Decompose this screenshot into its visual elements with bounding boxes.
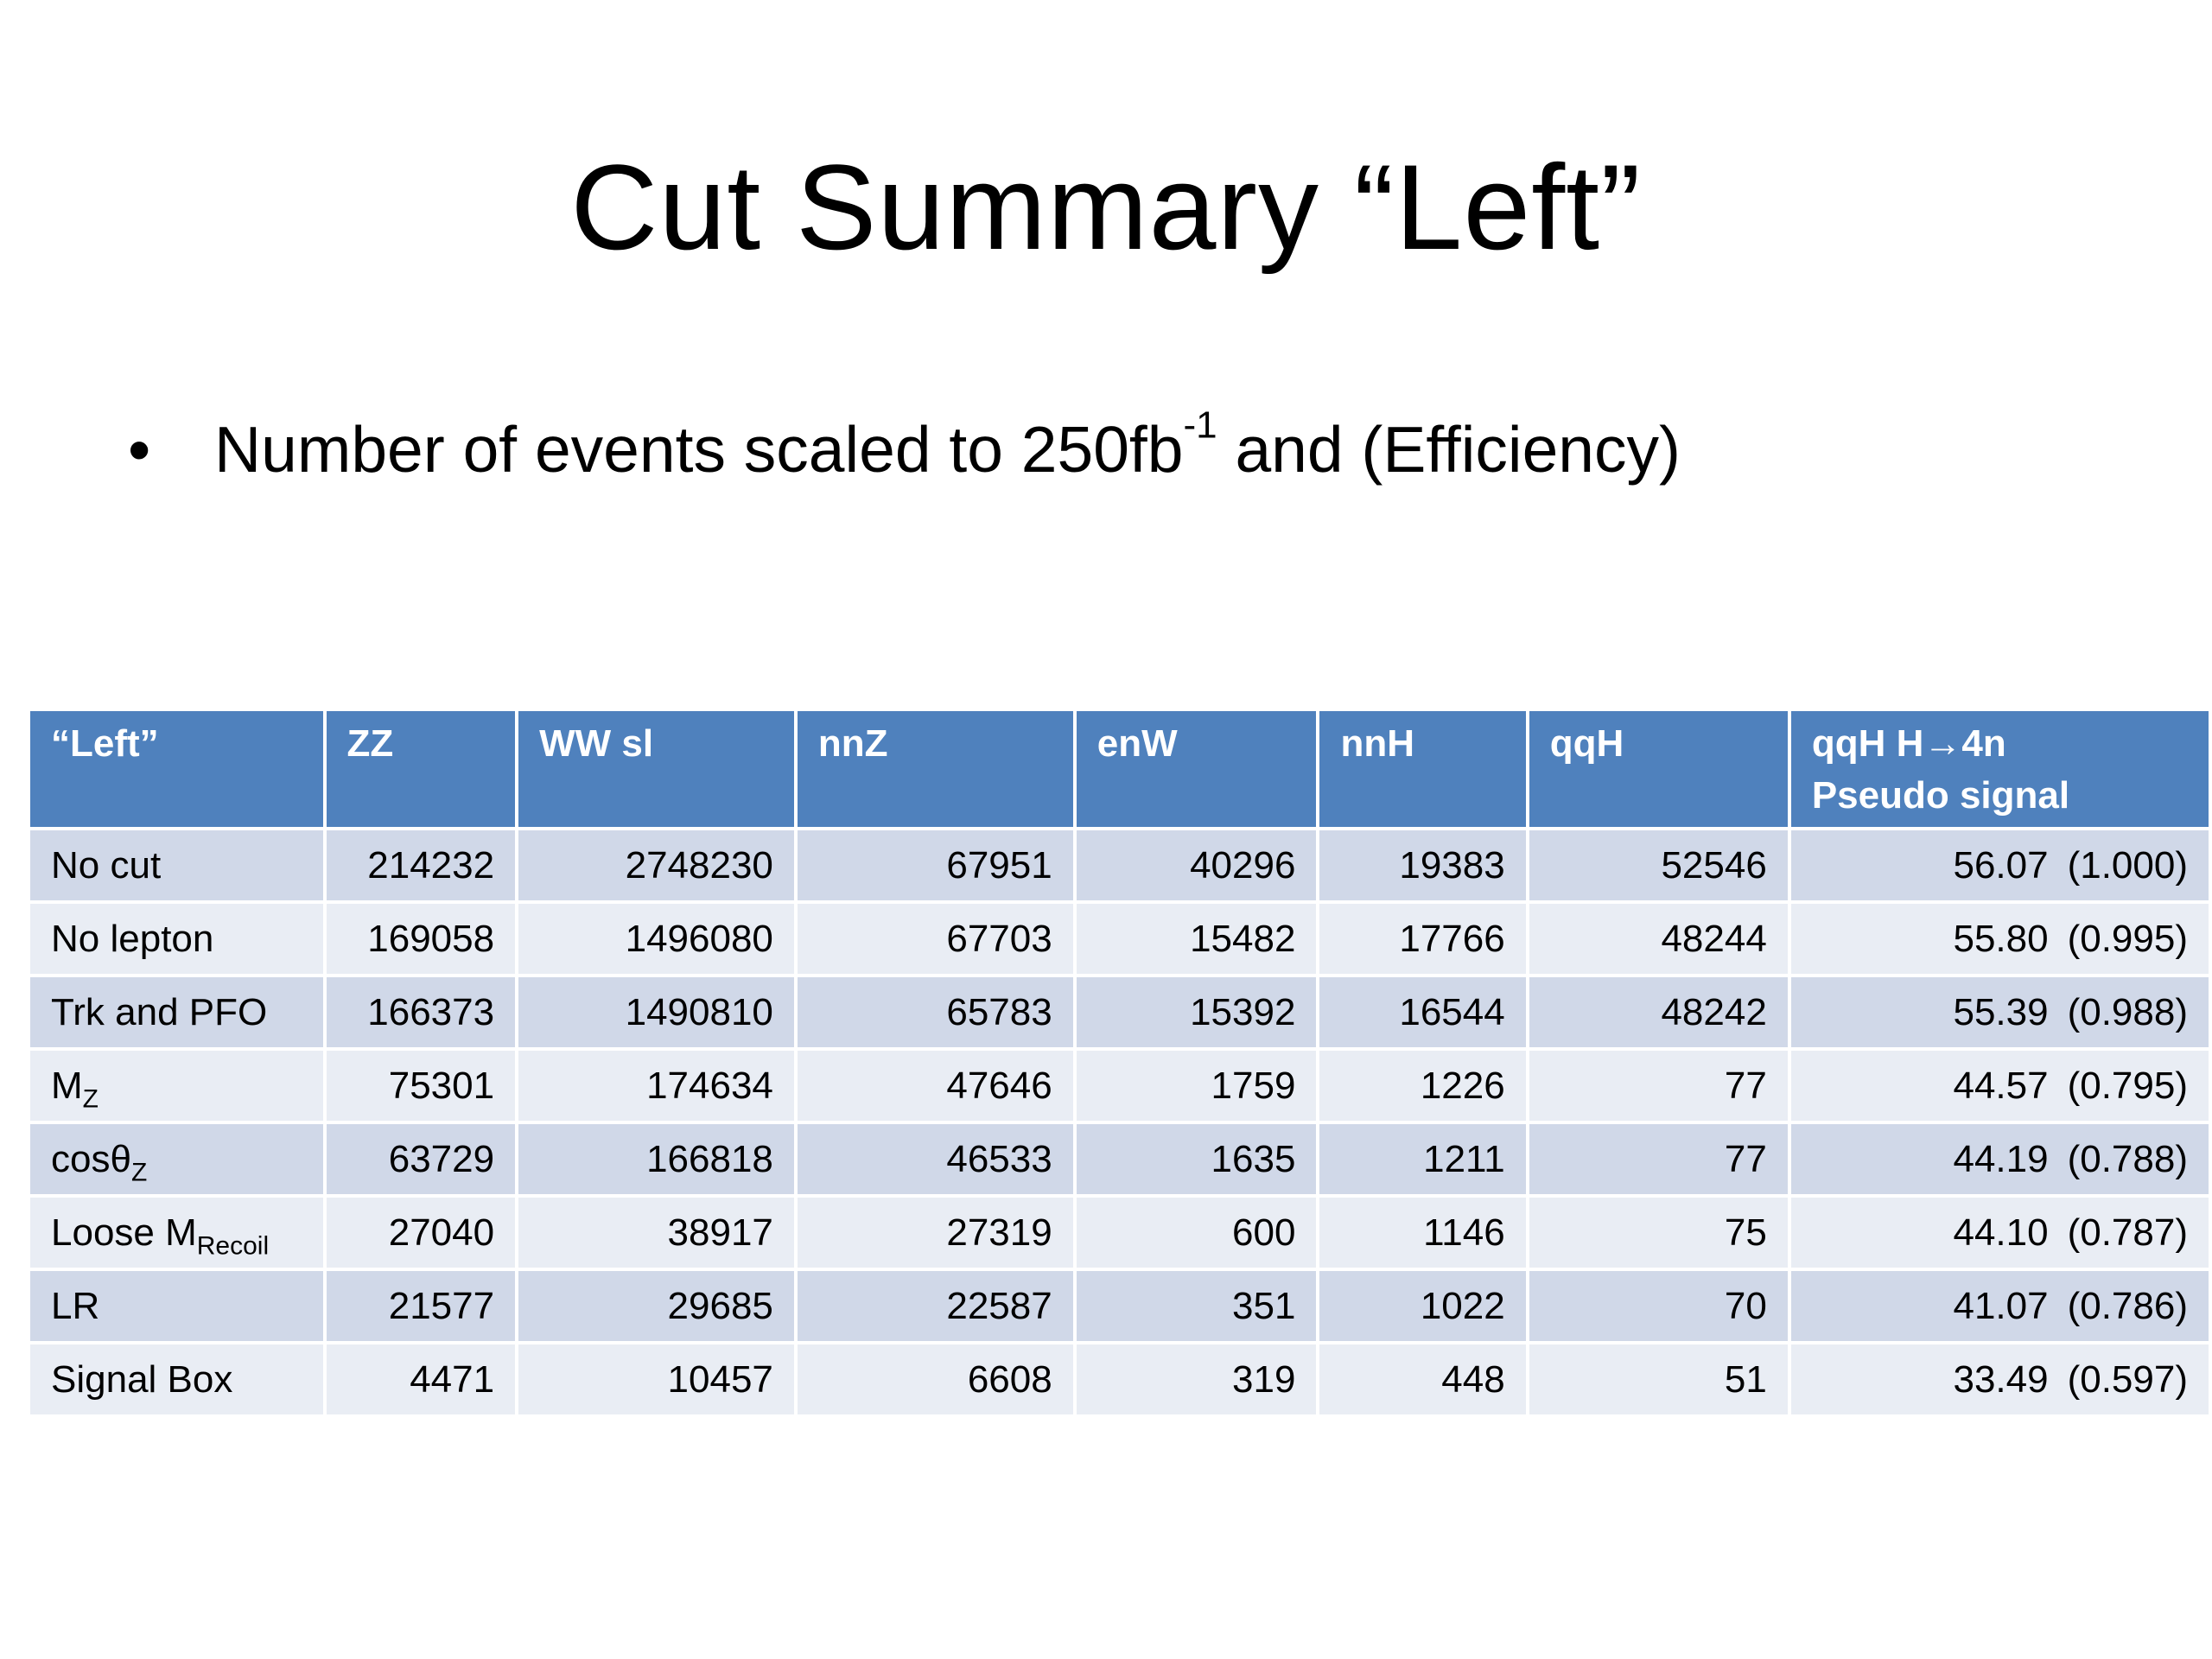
cell-signal xyxy=(1791,977,2209,1047)
header-zz: ZZ xyxy=(327,711,516,827)
cell-nnh: 16544 xyxy=(1319,977,1525,1047)
cell-signal xyxy=(1791,1344,2209,1414)
cell-zz: 4471 xyxy=(327,1344,516,1414)
bullet-item xyxy=(128,406,1681,493)
signal-efficiency: (0.597) xyxy=(2067,1357,2188,1401)
bullet-superscript: -1 xyxy=(1183,404,1217,447)
signal-efficiency: (0.795) xyxy=(2067,1064,2188,1107)
signal-efficiency: (0.988) xyxy=(2067,990,2188,1033)
header-nnh: nnH xyxy=(1319,711,1525,827)
table-row xyxy=(30,830,2209,900)
cell-wwsl: 38917 xyxy=(518,1198,794,1268)
cell-zz: 21577 xyxy=(327,1271,516,1341)
row-label xyxy=(30,830,323,900)
row-label-text: LR xyxy=(51,1284,100,1327)
signal-efficiency: (1.000) xyxy=(2067,843,2188,887)
cell-enw: 15482 xyxy=(1077,904,1317,974)
row-label xyxy=(30,1051,323,1121)
cell-nnz: 22587 xyxy=(798,1271,1073,1341)
cell-wwsl: 174634 xyxy=(518,1051,794,1121)
cell-qqh: 70 xyxy=(1529,1271,1788,1341)
cell-zz: 169058 xyxy=(327,904,516,974)
cell-nnz: 27319 xyxy=(798,1198,1073,1268)
signal-efficiency: (0.786) xyxy=(2067,1284,2188,1327)
row-label xyxy=(30,904,323,974)
table-row xyxy=(30,1051,2209,1121)
cell-zz: 63729 xyxy=(327,1124,516,1194)
signal-value: 33.49 xyxy=(1953,1357,2049,1401)
cell-nnz: 67703 xyxy=(798,904,1073,974)
cut-summary-table xyxy=(27,708,2212,1418)
header-wwsl: WW sl xyxy=(518,711,794,827)
row-label-text: Trk and PFO xyxy=(51,990,268,1033)
row-label xyxy=(30,1198,323,1268)
signal-value: 55.80 xyxy=(1953,917,2049,960)
cell-zz: 27040 xyxy=(327,1198,516,1268)
header-signal-line2: Pseudo signal xyxy=(1811,774,2070,817)
table-header-row xyxy=(30,711,2209,827)
header-signal-line1: qqH H→4n xyxy=(1811,722,2006,765)
cell-nnz: 67951 xyxy=(798,830,1073,900)
row-label xyxy=(30,1271,323,1341)
row-label-text: No cut xyxy=(51,843,162,887)
cell-enw: 1635 xyxy=(1077,1124,1317,1194)
cell-enw: 15392 xyxy=(1077,977,1317,1047)
signal-value: 56.07 xyxy=(1953,843,2049,887)
slide-title: Cut Summary “Left” xyxy=(570,139,1642,275)
cell-wwsl: 166818 xyxy=(518,1124,794,1194)
cell-wwsl: 2748230 xyxy=(518,830,794,900)
cell-zz: 75301 xyxy=(327,1051,516,1121)
cell-enw: 600 xyxy=(1077,1198,1317,1268)
row-label-text: No lepton xyxy=(51,917,214,960)
row-label-text: Signal Box xyxy=(51,1357,233,1401)
cell-qqh: 48242 xyxy=(1529,977,1788,1047)
signal-value: 44.57 xyxy=(1953,1064,2049,1107)
row-label-text: Loose M xyxy=(51,1211,197,1254)
row-label-text: cosθ xyxy=(51,1137,131,1180)
bullet-dot-icon: • xyxy=(128,413,151,486)
row-label-subscript: Recoil xyxy=(196,1231,270,1260)
cell-signal xyxy=(1791,1051,2209,1121)
cell-zz: 214232 xyxy=(327,830,516,900)
cell-nnz: 46533 xyxy=(798,1124,1073,1194)
header-label: “Left” xyxy=(30,711,323,827)
row-label xyxy=(30,1124,323,1194)
cell-nnh: 1226 xyxy=(1319,1051,1525,1121)
cell-signal xyxy=(1791,1271,2209,1341)
cell-enw: 319 xyxy=(1077,1344,1317,1414)
cell-enw: 351 xyxy=(1077,1271,1317,1341)
cell-qqh: 48244 xyxy=(1529,904,1788,974)
cell-nnz: 6608 xyxy=(798,1344,1073,1414)
cell-nnh: 19383 xyxy=(1319,830,1525,900)
row-label-subscript: Z xyxy=(130,1158,148,1186)
table-row xyxy=(30,1344,2209,1414)
cell-enw: 40296 xyxy=(1077,830,1317,900)
header-nnz: nnZ xyxy=(798,711,1073,827)
cell-signal xyxy=(1791,904,2209,974)
cell-nnh: 448 xyxy=(1319,1344,1525,1414)
cell-wwsl: 10457 xyxy=(518,1344,794,1414)
cell-signal xyxy=(1791,830,2209,900)
table-row xyxy=(30,977,2209,1047)
signal-efficiency: (0.995) xyxy=(2067,917,2188,960)
signal-value: 44.19 xyxy=(1953,1137,2049,1180)
table-row xyxy=(30,1124,2209,1194)
bullet-text: Number of events scaled to 250fb xyxy=(214,413,1184,486)
cell-qqh: 77 xyxy=(1529,1051,1788,1121)
signal-value: 44.10 xyxy=(1953,1211,2049,1254)
cell-zz: 166373 xyxy=(327,977,516,1047)
cell-qqh: 51 xyxy=(1529,1344,1788,1414)
row-label-subscript: Z xyxy=(82,1084,99,1113)
signal-value: 55.39 xyxy=(1953,990,2049,1033)
cell-nnh: 1211 xyxy=(1319,1124,1525,1194)
cell-qqh: 77 xyxy=(1529,1124,1788,1194)
cell-wwsl: 1496080 xyxy=(518,904,794,974)
header-signal xyxy=(1791,711,2209,827)
cell-nnh: 17766 xyxy=(1319,904,1525,974)
row-label xyxy=(30,1344,323,1414)
cell-qqh: 52546 xyxy=(1529,830,1788,900)
cell-nnz: 47646 xyxy=(798,1051,1073,1121)
signal-efficiency: (0.787) xyxy=(2067,1211,2188,1254)
cell-wwsl: 1490810 xyxy=(518,977,794,1047)
table-row xyxy=(30,1198,2209,1268)
cell-nnz: 65783 xyxy=(798,977,1073,1047)
table-row xyxy=(30,1271,2209,1341)
bullet-text-after: and (Efficiency) xyxy=(1217,413,1681,486)
cell-wwsl: 29685 xyxy=(518,1271,794,1341)
signal-efficiency: (0.788) xyxy=(2067,1137,2188,1180)
cell-signal xyxy=(1791,1124,2209,1194)
cell-nnh: 1146 xyxy=(1319,1198,1525,1268)
row-label-text: M xyxy=(51,1064,83,1107)
cell-enw: 1759 xyxy=(1077,1051,1317,1121)
header-qqh: qqH xyxy=(1529,711,1788,827)
signal-value: 41.07 xyxy=(1953,1284,2049,1327)
table-row xyxy=(30,904,2209,974)
row-label xyxy=(30,977,323,1047)
cell-signal xyxy=(1791,1198,2209,1268)
header-enw: enW xyxy=(1077,711,1317,827)
cell-nnh: 1022 xyxy=(1319,1271,1525,1341)
cell-qqh: 75 xyxy=(1529,1198,1788,1268)
